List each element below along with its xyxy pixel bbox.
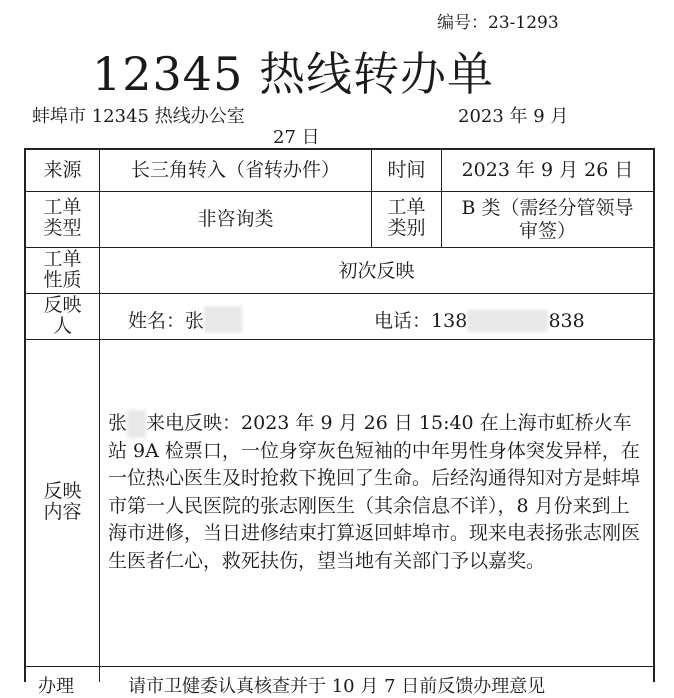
- content-label: 反映 内容: [43, 480, 82, 523]
- time-label: 时间: [387, 159, 426, 181]
- document-title: 12345 热线转办单: [92, 47, 494, 101]
- reporter-phone: 电话：138 838: [374, 310, 585, 332]
- redacted-phone: [467, 310, 548, 332]
- reporter-label: 反映 人: [43, 294, 82, 337]
- document-number: 编号：23-1293: [437, 13, 559, 33]
- order-type-label: 工单 类型: [43, 196, 82, 239]
- issue-date-line2: 27 日: [273, 127, 320, 148]
- order-category-value: B 类（需经分管领导 审签）: [461, 197, 634, 242]
- order-nature-label: 工单 性质: [43, 248, 82, 291]
- handling-label: 办理: [38, 676, 74, 697]
- table-border-top: [24, 148, 654, 150]
- complaint-content: 张 来电反映：2023 年 9 月 26 日 15:40 在上海市虹桥火车站 9A 检票口，一位身穿灰色短袖的中年男性身体突发异样，在一位热心医生及时抢救下挽回了生命。后经沟通得知对方是蚌埠市第一人民医院的张志刚医生（其余信息不详），8 月份来到上海市进修，当日进修结束打算返回蚌埠市。现来电表扬张志刚医生医者仁心，救死扶伤，望当地有关部门予以嘉奖。: [108, 412, 641, 572]
- redacted-caller: [127, 410, 146, 438]
- table-border-right: [653, 148, 655, 682]
- office-name: 蚌埠市 12345 热线办公室: [32, 106, 245, 127]
- table-row-divider: [24, 666, 654, 667]
- order-category-label: 工单 类别: [387, 196, 426, 239]
- order-type-value: 非咨询类: [197, 208, 274, 230]
- source-label: 来源: [43, 159, 82, 181]
- handling-instruction: 请市卫健委认真核查并于 10 月 7 日前反馈办理意见: [128, 676, 546, 697]
- time-value: 2023 年 9 月 26 日: [461, 159, 634, 181]
- table-row-divider: [24, 339, 654, 340]
- table-row-divider: [24, 191, 654, 192]
- table-row-divider: [24, 247, 654, 248]
- issue-date-line1: 2023 年 9 月: [458, 106, 569, 127]
- redacted-name: [204, 306, 242, 333]
- table-row-divider: [24, 293, 654, 294]
- reporter-name: 姓名：张: [128, 306, 242, 333]
- source-value: 长三角转入（省转办件）: [130, 159, 340, 181]
- order-nature-value: 初次反映: [338, 260, 415, 282]
